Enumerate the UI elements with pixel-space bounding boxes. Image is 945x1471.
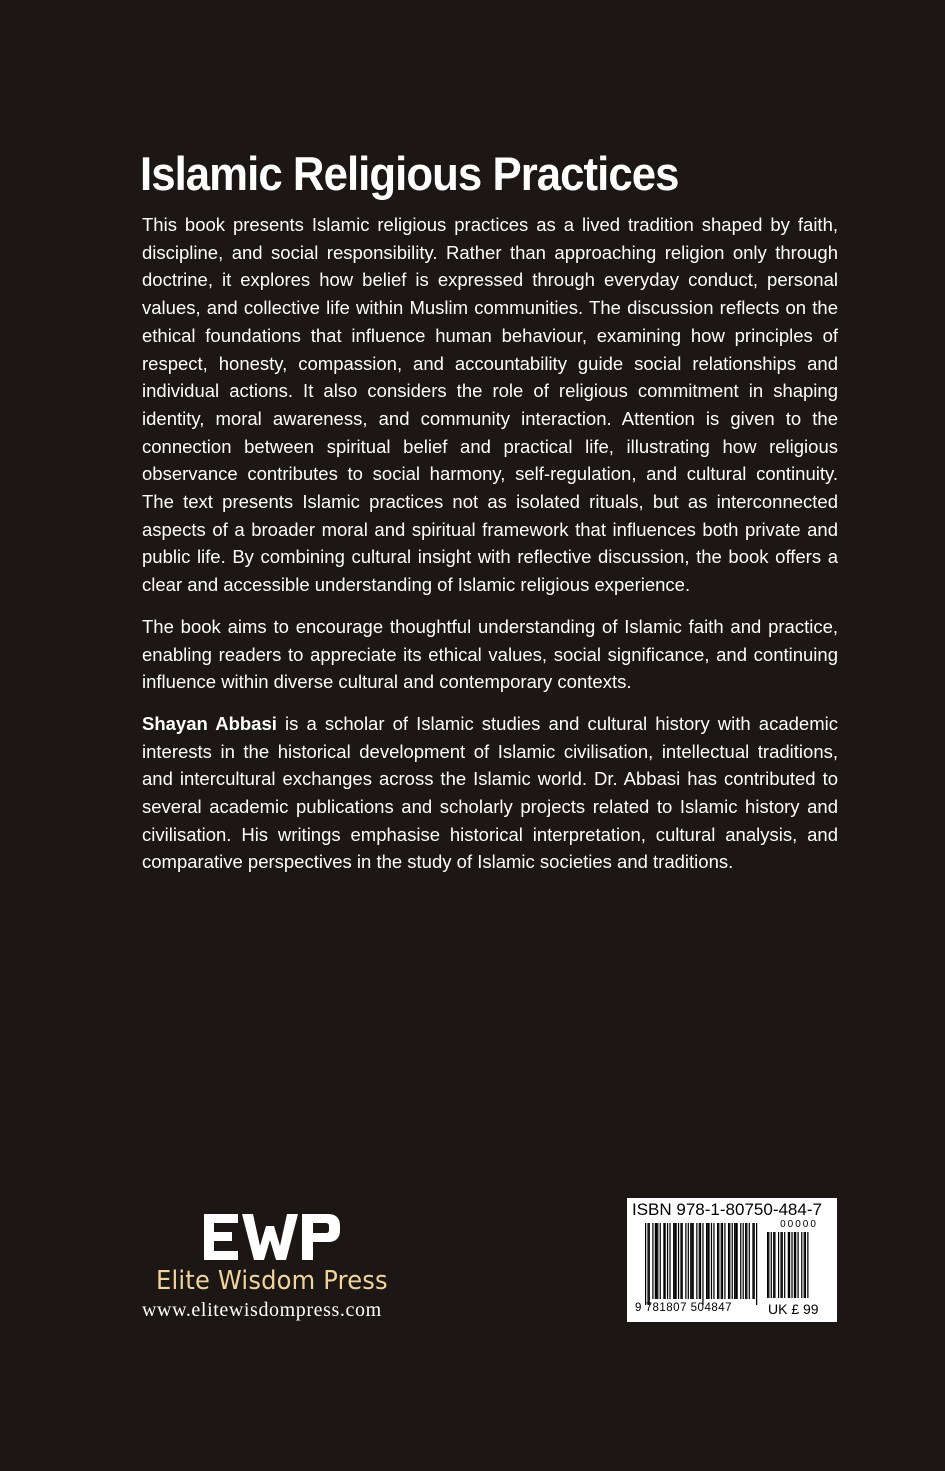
barcode-bar <box>652 1223 653 1299</box>
barcode-bar <box>674 1223 675 1299</box>
barcode-bar <box>711 1223 712 1299</box>
addon-bar <box>767 1232 768 1298</box>
barcode-bar <box>676 1223 677 1299</box>
barcode-bar <box>708 1223 709 1299</box>
description-paragraph-2: The book aims to encourage thoughtful understanding of Islamic faith and practice, enabling readers to appreciate its ethical values, social significance, and continuing influence within diverse cultural and contemporary contexts. <box>142 615 838 693</box>
barcode-bar <box>669 1223 670 1299</box>
addon-bar <box>804 1232 805 1298</box>
book-title: Islamic Religious Practices <box>140 147 679 200</box>
barcode-bar <box>713 1223 714 1299</box>
barcode-bar <box>724 1223 725 1299</box>
barcode-bar <box>696 1223 697 1299</box>
barcode-bar <box>702 1223 703 1305</box>
addon-bar <box>771 1232 772 1298</box>
isbn-barcode <box>627 1198 837 1322</box>
barcode-bar <box>745 1223 746 1299</box>
barcode-bar <box>655 1223 656 1299</box>
barcode-bar <box>656 1223 657 1299</box>
barcode-bar <box>690 1223 691 1299</box>
addon-bar <box>795 1232 796 1298</box>
barcode-bar <box>718 1223 719 1299</box>
barcode-bar <box>665 1223 666 1299</box>
addon-bar <box>798 1232 799 1298</box>
barcode-bar <box>663 1223 664 1299</box>
addon-bar <box>801 1232 802 1298</box>
barcode-bar <box>728 1223 729 1299</box>
barcode-bar <box>722 1223 723 1299</box>
barcode-bar <box>735 1223 736 1299</box>
addon-bar <box>780 1232 781 1298</box>
barcode-digits: 9 781807 504847 <box>635 1302 733 1314</box>
barcode-bar <box>749 1223 750 1299</box>
barcode-bar <box>729 1223 730 1299</box>
addon-bar <box>774 1232 775 1298</box>
addon-bar <box>791 1232 792 1298</box>
barcode-bar <box>721 1223 722 1299</box>
addon-bar <box>768 1232 769 1298</box>
barcode-bar <box>647 1223 648 1305</box>
barcode-bar <box>682 1223 683 1299</box>
addon-bar <box>778 1232 779 1298</box>
barcode-bar <box>754 1223 755 1299</box>
addon-bar <box>773 1232 774 1298</box>
barcode-bar <box>756 1223 757 1305</box>
addon-bar <box>788 1232 789 1298</box>
barcode-bar <box>717 1223 718 1299</box>
barcode-bar <box>688 1223 689 1299</box>
barcode-bar <box>649 1223 650 1305</box>
back-cover-blurb <box>142 211 838 890</box>
publisher-logo-icon <box>202 1212 342 1262</box>
barcode-bar <box>706 1223 707 1299</box>
addon-digits: 00000 <box>780 1219 818 1230</box>
addon-bar <box>805 1232 806 1298</box>
barcode-bar <box>660 1223 661 1299</box>
barcode-bar <box>737 1223 738 1299</box>
addon-bar <box>782 1232 783 1298</box>
barcode-bar <box>746 1223 747 1299</box>
barcode-bar <box>693 1223 694 1299</box>
barcode-bar <box>685 1223 686 1299</box>
publisher-name: Elite Wisdom Press <box>156 1266 388 1296</box>
barcode-bar <box>734 1223 735 1299</box>
barcode-bar <box>680 1223 681 1299</box>
barcode-bar <box>699 1223 700 1299</box>
publisher-block <box>140 1212 410 1322</box>
addon-bar <box>789 1232 790 1298</box>
addon-bar <box>794 1232 795 1298</box>
author-bio <box>142 710 838 876</box>
description-paragraph-1: This book presents Islamic religious practices as a lived tradition shaped by faith, discipline, and social responsibility. Rather than approaching religion only through doctrine, it explores how belief is expressed through everyday conduct, personal values, and collective life within Muslim communities. The discussion reflects on the ethical foundations that influence human behaviour, examining how principles of respect, honesty, compassion, and accountability guide social relationships and individual actions. It also considers the role of religious commitment in shaping identity, moral awareness, and community interaction. Attention is given to the connection between spiritual belief and practical life, illustrating how religious observance contributes to social harmony, self-regulation, and cultural continuity. The text presents Islamic practices not as isolated rituals, but as interconnected aspects of a broader moral and spiritual framework that influences both private and public life. By combining cultural insight with reflective discussion, the book offers a clear and accessible understanding of Islamic religious experience. <box>142 214 838 596</box>
price-label: UK £ 99 <box>768 1301 819 1317</box>
barcode-bar <box>707 1223 708 1299</box>
author-bio-text: is a scholar of Islamic studies and cultural history with academic interests in the historical development of Islamic civilisation, intellectual traditions, and intercultural exchanges across the Islamic world. Dr. Abbasi has contributed to several academic publications and scholarly projects related to Islamic history and civilisation. His writings emphasise historical interpretation, cultural analysis, and comparative perspectives in the study of Islamic societies and traditions. <box>142 712 838 873</box>
barcode-bar <box>667 1223 668 1299</box>
author-name: Shayan Abbasi <box>142 712 277 734</box>
addon-bar <box>807 1232 808 1298</box>
barcode-bar <box>740 1223 741 1299</box>
barcode-bar <box>673 1223 674 1299</box>
barcode-bar <box>700 1223 701 1299</box>
isbn-text: ISBN 978-1-80750-484-7 <box>632 1200 822 1219</box>
publisher-url: www.elitewisdompress.com <box>142 1299 382 1321</box>
barcode-bar <box>645 1223 646 1305</box>
barcode-bar <box>743 1223 744 1299</box>
barcode-bar <box>678 1223 679 1299</box>
barcode-bar <box>752 1223 753 1299</box>
barcode-bar <box>691 1223 692 1299</box>
barcode-bar <box>657 1223 658 1299</box>
barcode-bar <box>732 1223 733 1299</box>
addon-bar <box>784 1232 785 1298</box>
